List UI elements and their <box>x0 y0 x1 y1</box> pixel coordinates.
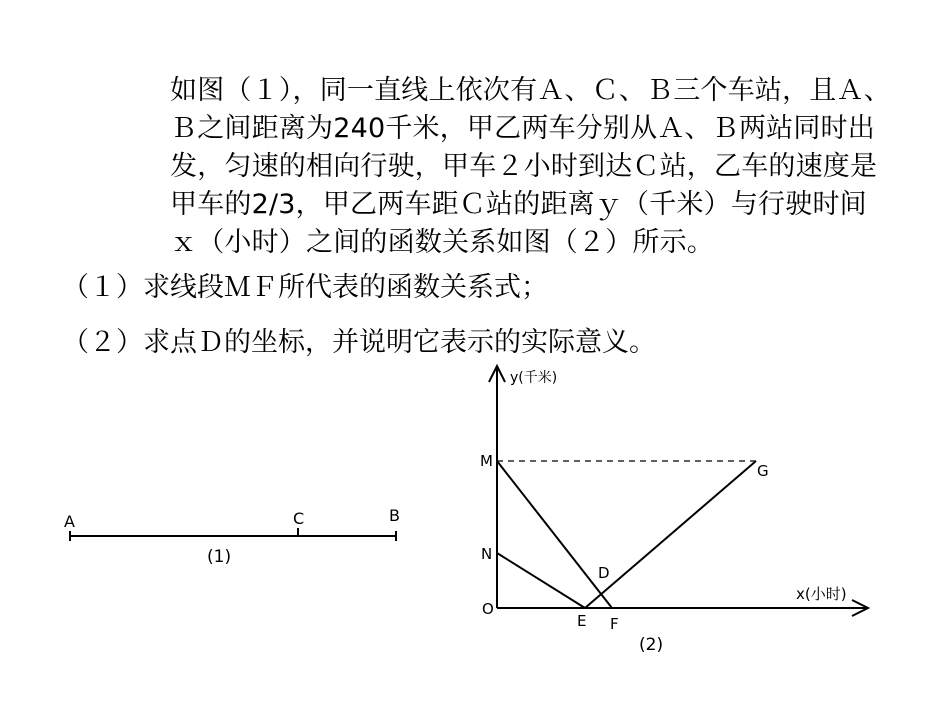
y-axis-label: y(千米) <box>510 370 558 386</box>
label-f: F <box>610 615 619 633</box>
problem-intro: 如图（１），同一直线上依次有Ａ、Ｃ、Ｂ三个车站，且Ａ、Ｂ之间距离为240千米，甲乙两车分别从Ａ、Ｂ两站同时出发，匀速的相向行驶，甲车２小时到达Ｃ站，乙车的速度是甲车的2/3，甲乙两车距Ｃ站的距离ｙ（千米）与行驶时间ｘ（小时）之间的函数关系如图（２）所示。 <box>170 75 891 258</box>
question-2: （２）求点Ｄ的坐标，并说明它表示的实际意义。 <box>62 327 656 358</box>
label-a: A <box>64 512 75 531</box>
segment-ne <box>497 553 585 608</box>
segment-eg <box>585 461 756 608</box>
label-m: M <box>480 452 493 470</box>
label-c: C <box>293 509 305 528</box>
x-axis-label: x(小时) <box>796 585 847 603</box>
label-e: E <box>577 612 587 630</box>
question-1: （１）求线段ＭＦ所代表的函数关系式； <box>62 272 548 303</box>
figure-2-caption: (2) <box>639 635 664 655</box>
label-o: O <box>482 600 494 618</box>
label-d: D <box>598 564 610 582</box>
figure-1-segment-diagram <box>50 495 420 575</box>
segment-mf <box>497 461 612 608</box>
figure-1-caption: (1) <box>207 547 232 567</box>
label-b: B <box>389 506 400 525</box>
label-g: G <box>757 462 769 480</box>
problem-statement <box>52 72 892 262</box>
figure-2-graph <box>470 360 880 660</box>
label-n: N <box>481 545 493 563</box>
